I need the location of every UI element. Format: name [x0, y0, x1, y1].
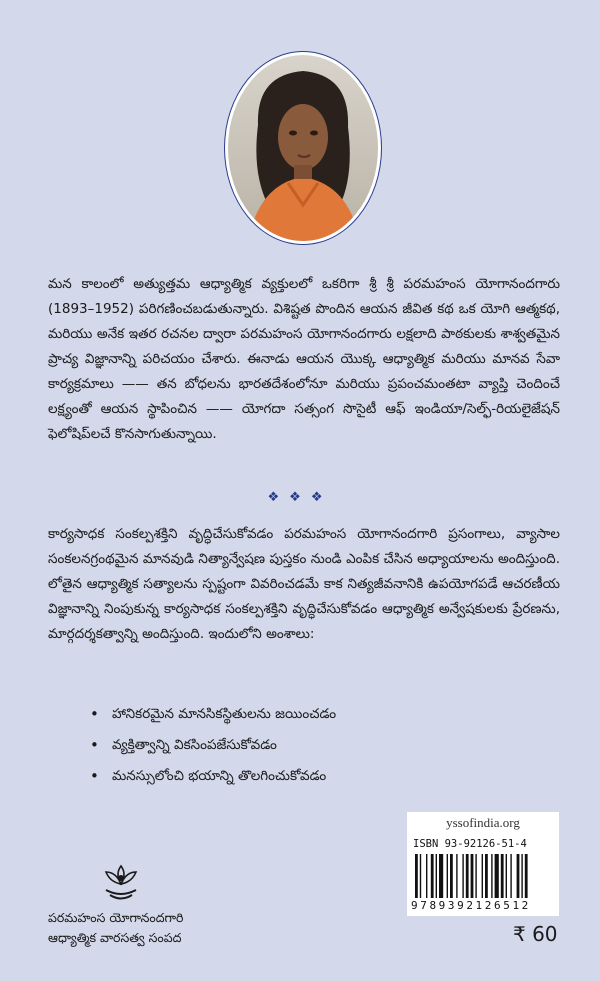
isbn-number: ISBN 93-92126-51-4 — [413, 838, 527, 850]
author-biography: మన కాలంలో అత్యుత్తమ ఆధ్యాత్మిక వ్యక్తులలో ఒకరిగా శ్రీ శ్రీ పరమహంస యోగానందగారు (1893–1952) పరిగణించబడుతున్నారు. విశిష్టత పొందిన ఆయన జీవిత కథ ఒక యోగి ఆత్మకథ, మరియు అనేక ఇతర రచనల ద్వారా పరమహంస యోగానందగారు లక్షలాది పాఠకులకు శాశ్వతమైన ప్రాచ్య విజ్ఞానాన్ని పరిచయం చేశారు. ఈనాడు ఆయన యొక్క ఆధ్యాత్మిక మరియు మానవ సేవా కార్యక్రమాలు —— తన బోధలను భారతదేశంలోనూ మరియు ప్రపంచమంతటా వ్యాప్తి చెందించే లక్ష్యంతో ఆయన స్థాపించిన —— యోగదా సత్సంగ సొసైటీ ఆఫ్ ఇండియా/సెల్ఫ్-రియలైజేషన్ ఫెలోషిప్‌లచే కొనసాగుతున్నాయి. — [48, 276, 560, 442]
price-label: ₹ 60 — [513, 922, 558, 946]
list-item: • మనస్సులోంచి భయాన్ని తొలగించుకోవడం — [90, 764, 336, 795]
topics-list — [90, 702, 336, 795]
barcode-panel — [407, 812, 559, 916]
ean-digits: 9789392126512 — [411, 899, 531, 912]
author-portrait — [225, 52, 381, 244]
section-separator: ❖❖❖ — [267, 490, 333, 505]
lotus-emblem-icon — [100, 862, 142, 904]
publisher-line-1: పరమహంస యోగానందగారి — [48, 910, 184, 925]
portrait-image — [228, 55, 378, 241]
list-item: • హానికరమైన మానసికస్థితులను జయించడం — [90, 702, 336, 733]
publisher-line-2: ఆధ్యాత్మిక వారసత్వ సంపద — [48, 930, 182, 945]
book-description: కార్యసాధక సంకల్పశక్తిని వృద్ధిచేసుకోవడం పరమహంస యోగానందగారి ప్రసంగాలు, వ్యాసాల సంకలనగ్రంథమైన మానవుడి నిత్యాన్వేషణ పుస్తకం నుండి ఎంపిక చేసిన అధ్యాయాలను అందిస్తుంది. లోతైన ఆధ్యాత్మిక సత్యాలను స్పష్టంగా వివరించడమే కాక నిత్యజీవనానికి ఉపయోగపడే ఆచరణీయ విజ్ఞానాన్ని నింపుకున్న కార్యసాధక సంకల్పశక్తిని వృద్ధిచేసుకోవడం ఆధ్యాత్మిక అన్వేషకులకు ప్రేరణను, మార్గదర్శకత్వాన్ని అందిస్తుంది. ఇందులోని అంశాలు: — [48, 526, 560, 642]
publisher-tagline — [48, 908, 183, 948]
website-url: yssofindia.org — [446, 815, 520, 830]
list-item: • వ్యక్తిత్వాన్ని వికసింపజేసుకోవడం — [90, 733, 336, 764]
barcode-icon — [415, 854, 553, 898]
